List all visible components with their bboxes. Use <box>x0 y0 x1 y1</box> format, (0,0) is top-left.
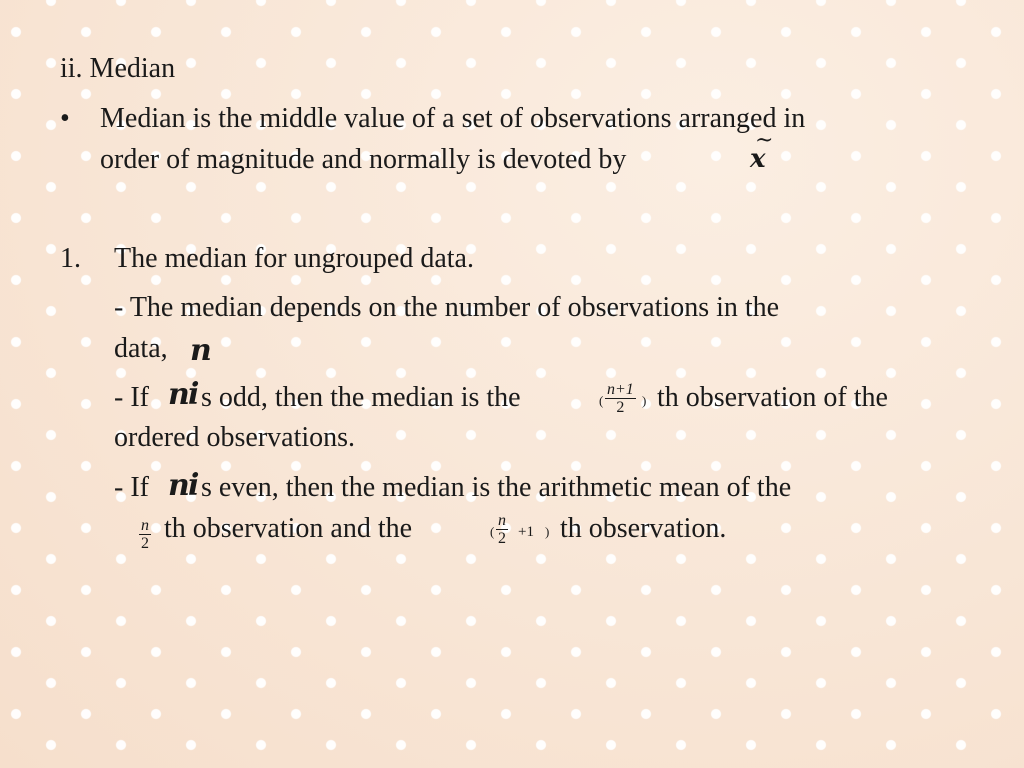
fraction-odd-numerator: n+1 <box>607 381 634 398</box>
plus-one: +1 <box>518 524 534 540</box>
fraction-odd-denominator: 2 <box>616 399 625 416</box>
para3-line2-a: th observation and the <box>164 513 413 544</box>
para2-mid: s odd, then the median is the <box>201 382 521 413</box>
section-heading: ii. Median <box>60 53 176 84</box>
para2-prefix: - If <box>114 382 149 413</box>
i-symbol-even: i <box>188 468 200 503</box>
para1-line2: data, <box>114 333 168 364</box>
fraction-half-plus-denominator: 2 <box>498 530 506 547</box>
para2-line2: ordered observations. <box>114 422 356 453</box>
paren-open-even: ( <box>490 524 495 539</box>
i-symbol-odd: i <box>188 377 200 412</box>
list-number: 1. <box>60 243 81 274</box>
para3-line2-b: th observation. <box>560 513 727 544</box>
bullet-marker: • <box>60 103 70 134</box>
fraction-half-denominator: 2 <box>141 535 149 552</box>
paren-close-odd: ) <box>642 393 647 408</box>
fraction-half-numerator: n <box>141 517 149 534</box>
para2-suffix: th observation of the <box>657 382 888 413</box>
fraction-odd <box>605 381 636 416</box>
fraction-half <box>139 517 151 552</box>
paren-open-odd: ( <box>599 393 604 408</box>
item-title: The median for ungrouped data. <box>114 243 474 274</box>
para3-mid: s even, then the median is the arithmetic mean of the <box>201 472 792 503</box>
fraction-half-plus-numerator: n <box>498 512 506 529</box>
para3-prefix: - If <box>114 472 149 503</box>
x-tilde-symbol: x <box>750 144 766 174</box>
bullet-line-2: order of magnitude and normally is devoted by <box>100 144 627 175</box>
para1-line1: - The median depends on the number of observations in the <box>114 292 780 323</box>
bullet-line-1: Median is the middle value of a set of observations arranged in <box>100 103 806 134</box>
paren-close-even: ) <box>545 524 550 539</box>
n-symbol: n <box>190 333 212 368</box>
n-symbol-even: n <box>168 468 190 503</box>
fraction-half-plus <box>496 512 508 547</box>
tilde-accent: ~ <box>755 128 774 153</box>
n-symbol-odd: n <box>168 377 190 412</box>
